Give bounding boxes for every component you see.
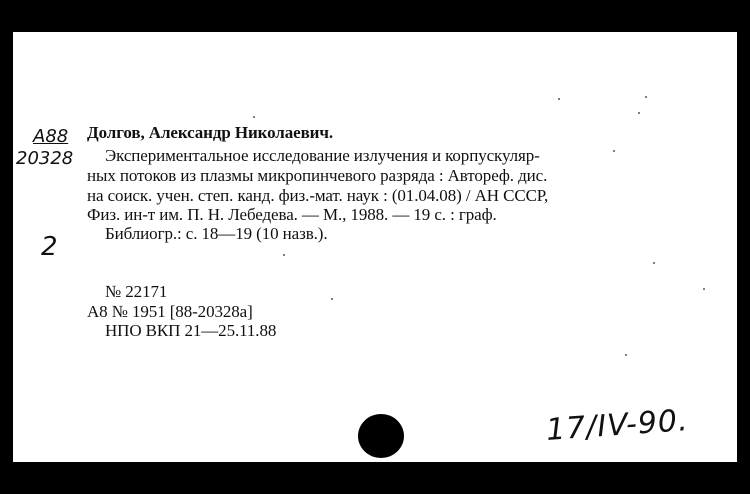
scan-speck (645, 96, 647, 98)
title-line-2: ных потоков из плазмы микропинчевого разряда : Автореф. дис. (87, 166, 548, 185)
card-number: № 22171 (105, 282, 168, 301)
title-line-1: Экспериментальное исследование излучения и корпускуляр- (105, 146, 540, 165)
title-line-4: Физ. ин-т им. П. Н. Лебедева. — М., 1988. — 19 с. : граф. (87, 205, 497, 224)
scan-speck (638, 112, 640, 114)
scan-speck (253, 116, 255, 118)
punch-hole (358, 414, 404, 458)
author-heading: Долгов, Александр Николаевич. (87, 123, 334, 142)
scan-speck (625, 354, 627, 356)
bibliography-line: Библиогр.: с. 18—19 (10 назв.). (105, 224, 328, 243)
inventory-number: А8 № 1951 [88-20328а] (87, 302, 253, 321)
margin-mark: 2 (41, 232, 58, 262)
npo-stamp-line: НПО ВКП 21—25.11.88 (105, 321, 277, 340)
handwritten-date: 17/IV-90. (544, 403, 690, 448)
title-line-3: на соиск. учен. степ. канд. физ.-мат. наук : (01.04.08) / АН СССР, (87, 186, 549, 205)
scan-speck (283, 254, 285, 256)
call-number-bottom: 20328 (16, 148, 74, 169)
scan-speck (703, 288, 705, 290)
scan-speck (613, 150, 615, 152)
call-number-top: А88 (33, 126, 69, 147)
scan-speck (653, 262, 655, 264)
scan-speck (331, 298, 333, 300)
catalog-card (13, 32, 737, 462)
scan-speck (558, 98, 560, 100)
